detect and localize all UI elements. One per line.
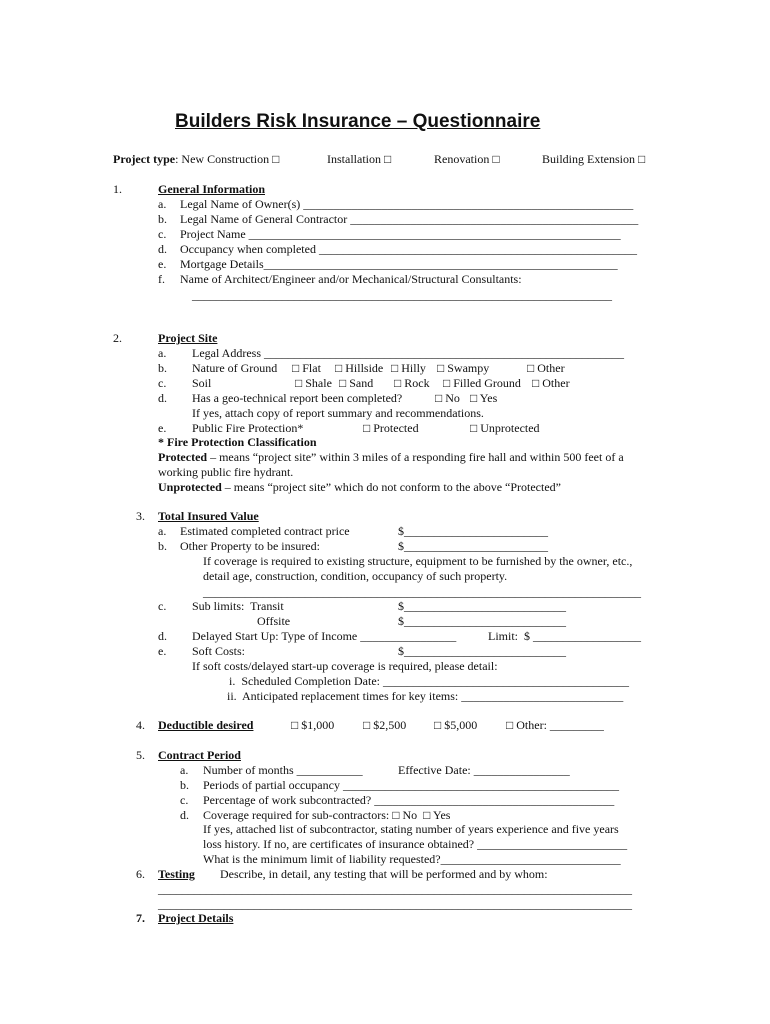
other-property-field[interactable]: $________________________ — [398, 539, 548, 553]
protected-definition — [158, 450, 624, 465]
s5-d-letter: d. — [180, 808, 189, 822]
delayed-startup-limit-field[interactable]: Limit: $ __________________ — [488, 629, 641, 643]
deductible-1000-checkbox[interactable]: □ $1,000 — [291, 718, 335, 732]
soil-filled-ground-checkbox[interactable]: □ Filled Ground — [443, 376, 521, 390]
s5-b-letter: b. — [180, 778, 189, 792]
occupancy-field[interactable]: Occupancy when completed _____________________________________________________ — [180, 242, 637, 256]
certificates-field[interactable]: loss history. If no, are certificates of insurance obtained? _________________________ — [203, 837, 628, 851]
ground-other-checkbox[interactable]: □ Other — [527, 361, 565, 375]
project-type-label: Project type — [113, 152, 176, 166]
fire-protected-checkbox[interactable]: □ Protected — [363, 421, 419, 435]
delayed-startup-income-field[interactable]: Delayed Start Up: Type of Income ________________ — [192, 629, 457, 643]
unprotected-term: Unprotected — [158, 480, 222, 494]
soil-sand-checkbox[interactable]: □ Sand — [339, 376, 374, 390]
section-5-number: 5. — [136, 748, 145, 762]
soil-shale-checkbox[interactable]: □ Shale — [295, 376, 332, 390]
fire-unprotected-checkbox[interactable]: □ Unprotected — [470, 421, 540, 435]
section-1-number: 1. — [113, 182, 122, 196]
protected-definition-cont: working public fire hydrant. — [158, 465, 294, 479]
legal-address-field[interactable]: Legal Address ____________________________________________________________ — [192, 346, 624, 360]
nature-of-ground-label: Nature of Ground — [192, 361, 278, 375]
s2-b-letter: b. — [158, 361, 167, 375]
mortgage-details-field[interactable]: Mortgage Details___________________________________________________________ — [180, 257, 618, 271]
existing-structure-note: If coverage is required to existing structure, equipment to be furnished by the owner, etc., — [203, 554, 633, 568]
contract-price-label: Estimated completed contract price — [180, 524, 350, 538]
section-2-heading: Project Site — [158, 331, 218, 345]
existing-structure-note-cont: detail age, construction, condition, occupancy of such property. — [203, 569, 508, 583]
section-1-heading: General Information — [158, 182, 265, 196]
geo-report-yes-checkbox[interactable]: □ Yes — [470, 391, 498, 405]
section-7-heading: Project Details — [158, 911, 234, 925]
project-name-field[interactable]: Project Name ______________________________________________________________ — [180, 227, 621, 241]
replacement-times-field[interactable]: ii. Anticipated replacement times for key items: ___________________________ — [227, 689, 624, 703]
unprotected-definition-text: – means “project site” which do not conform to the above “Protected” — [221, 480, 561, 494]
s1-f-letter: f. — [158, 272, 165, 286]
s1-d-letter: d. — [158, 242, 167, 256]
option-building-extension[interactable]: Building Extension □ — [542, 152, 646, 166]
completion-date-field[interactable]: i. Scheduled Completion Date: _________________________________________ — [229, 674, 629, 688]
fire-protection-label: Public Fire Protection* — [192, 421, 304, 435]
consultants-label: Name of Architect/Engineer and/or Mechanical/Structural Consultants: — [180, 272, 522, 286]
ground-swampy-checkbox[interactable]: □ Swampy — [437, 361, 490, 375]
testing-line-2[interactable]: _______________________________________________________________________________ — [158, 897, 632, 911]
fire-classification-heading: * Fire Protection Classification — [158, 435, 317, 449]
option-renovation[interactable]: Renovation □ — [434, 152, 500, 166]
s2-e-letter: e. — [158, 421, 167, 435]
testing-description-label: Describe, in detail, any testing that will be performed and by whom: — [220, 867, 548, 881]
soft-costs-label: Soft Costs: — [192, 644, 246, 658]
number-of-months-field[interactable]: Number of months ___________ — [203, 763, 363, 777]
s2-c-letter: c. — [158, 376, 167, 390]
s3-c-letter: c. — [158, 599, 167, 613]
s1-b-letter: b. — [158, 212, 167, 226]
transit-limit-field[interactable]: $___________________________ — [398, 599, 566, 613]
subcontractor-note: If yes, attached list of subcontractor, stating number of years experience and five years — [203, 822, 619, 836]
s1-a-letter: a. — [158, 197, 167, 211]
deductible-2500-checkbox[interactable]: □ $2,500 — [363, 718, 407, 732]
s3-e-letter: e. — [158, 644, 167, 658]
soft-costs-note: If soft costs/delayed start-up coverage is required, please detail: — [192, 659, 498, 673]
ground-flat-checkbox[interactable]: □ Flat — [292, 361, 321, 375]
section-6-heading: Testing — [158, 867, 195, 881]
consultants-field[interactable]: ______________________________________________________________________ — [192, 288, 612, 302]
sub-limits-transit-label: Sub limits: Transit — [192, 599, 284, 613]
testing-line-1[interactable]: _______________________________________________________________________________ — [158, 882, 632, 896]
s1-c-letter: c. — [158, 227, 167, 241]
s3-d-letter: d. — [158, 629, 167, 643]
option-installation[interactable]: Installation □ — [327, 152, 392, 166]
geo-report-no-checkbox[interactable]: □ No — [435, 391, 460, 405]
page-title: Builders Risk Insurance – Questionnaire — [175, 111, 541, 132]
partial-occupancy-field[interactable]: Periods of partial occupancy ______________________________________________ — [203, 778, 619, 792]
general-contractor-field[interactable]: Legal Name of General Contractor ________________________________________________ — [180, 212, 639, 226]
other-property-label: Other Property to be insured: — [180, 539, 320, 553]
section-3-number: 3. — [136, 509, 145, 523]
liability-limit-field[interactable]: What is the minimum limit of liability requested?______________________________ — [203, 852, 621, 866]
offsite-limit-field[interactable]: $___________________________ — [398, 614, 566, 628]
deductible-other-checkbox[interactable]: □ Other: _________ — [506, 718, 604, 732]
subcontractor-coverage-question[interactable]: Coverage required for sub-contractors: □ No □ Yes — [203, 808, 451, 822]
soil-rock-checkbox[interactable]: □ Rock — [394, 376, 430, 390]
protected-term: Protected — [158, 450, 208, 464]
protected-definition-text: – means “project site” within 3 miles of a responding fire hall and within 500 feet of a — [207, 450, 624, 464]
section-2-number: 2. — [113, 331, 122, 345]
offsite-label: Offsite — [257, 614, 291, 628]
soft-costs-field[interactable]: $___________________________ — [398, 644, 566, 658]
section-3-heading: Total Insured Value — [158, 509, 259, 523]
s5-c-letter: c. — [180, 793, 189, 807]
contract-price-field[interactable]: $________________________ — [398, 524, 548, 538]
deductible-5000-checkbox[interactable]: □ $5,000 — [434, 718, 478, 732]
ground-hilly-checkbox[interactable]: □ Hilly — [391, 361, 426, 375]
project-type-row — [113, 152, 279, 167]
unprotected-definition — [158, 480, 561, 495]
s3-a-letter: a. — [158, 524, 167, 538]
section-6-number: 6. — [136, 867, 145, 881]
work-subcontracted-field[interactable]: Percentage of work subcontracted? ________________________________________ — [203, 793, 615, 807]
s5-a-letter: a. — [180, 763, 189, 777]
section-5-heading: Contract Period — [158, 748, 241, 762]
soil-other-checkbox[interactable]: □ Other — [532, 376, 570, 390]
geo-report-question: Has a geo-technical report been completed? — [192, 391, 403, 405]
s1-e-letter: e. — [158, 257, 167, 271]
option-new-construction[interactable]: : New Construction □ — [175, 152, 280, 166]
section-4-number: 4. — [136, 718, 145, 732]
s3-b-letter: b. — [158, 539, 167, 553]
section-7-number: 7. — [136, 911, 145, 925]
ground-hillside-checkbox[interactable]: □ Hillside — [335, 361, 384, 375]
existing-structure-field[interactable]: _________________________________________________________________________ — [203, 585, 641, 599]
effective-date-field[interactable]: Effective Date: ________________ — [398, 763, 570, 777]
soil-label: Soil — [192, 376, 212, 390]
s2-d-letter: d. — [158, 391, 167, 405]
s2-a-letter: a. — [158, 346, 167, 360]
section-4-heading: Deductible desired — [158, 718, 254, 732]
geo-report-note: If yes, attach copy of report summary and recommendations. — [192, 406, 484, 420]
owner-name-field[interactable]: Legal Name of Owner(s) _______________________________________________________ — [180, 197, 634, 211]
